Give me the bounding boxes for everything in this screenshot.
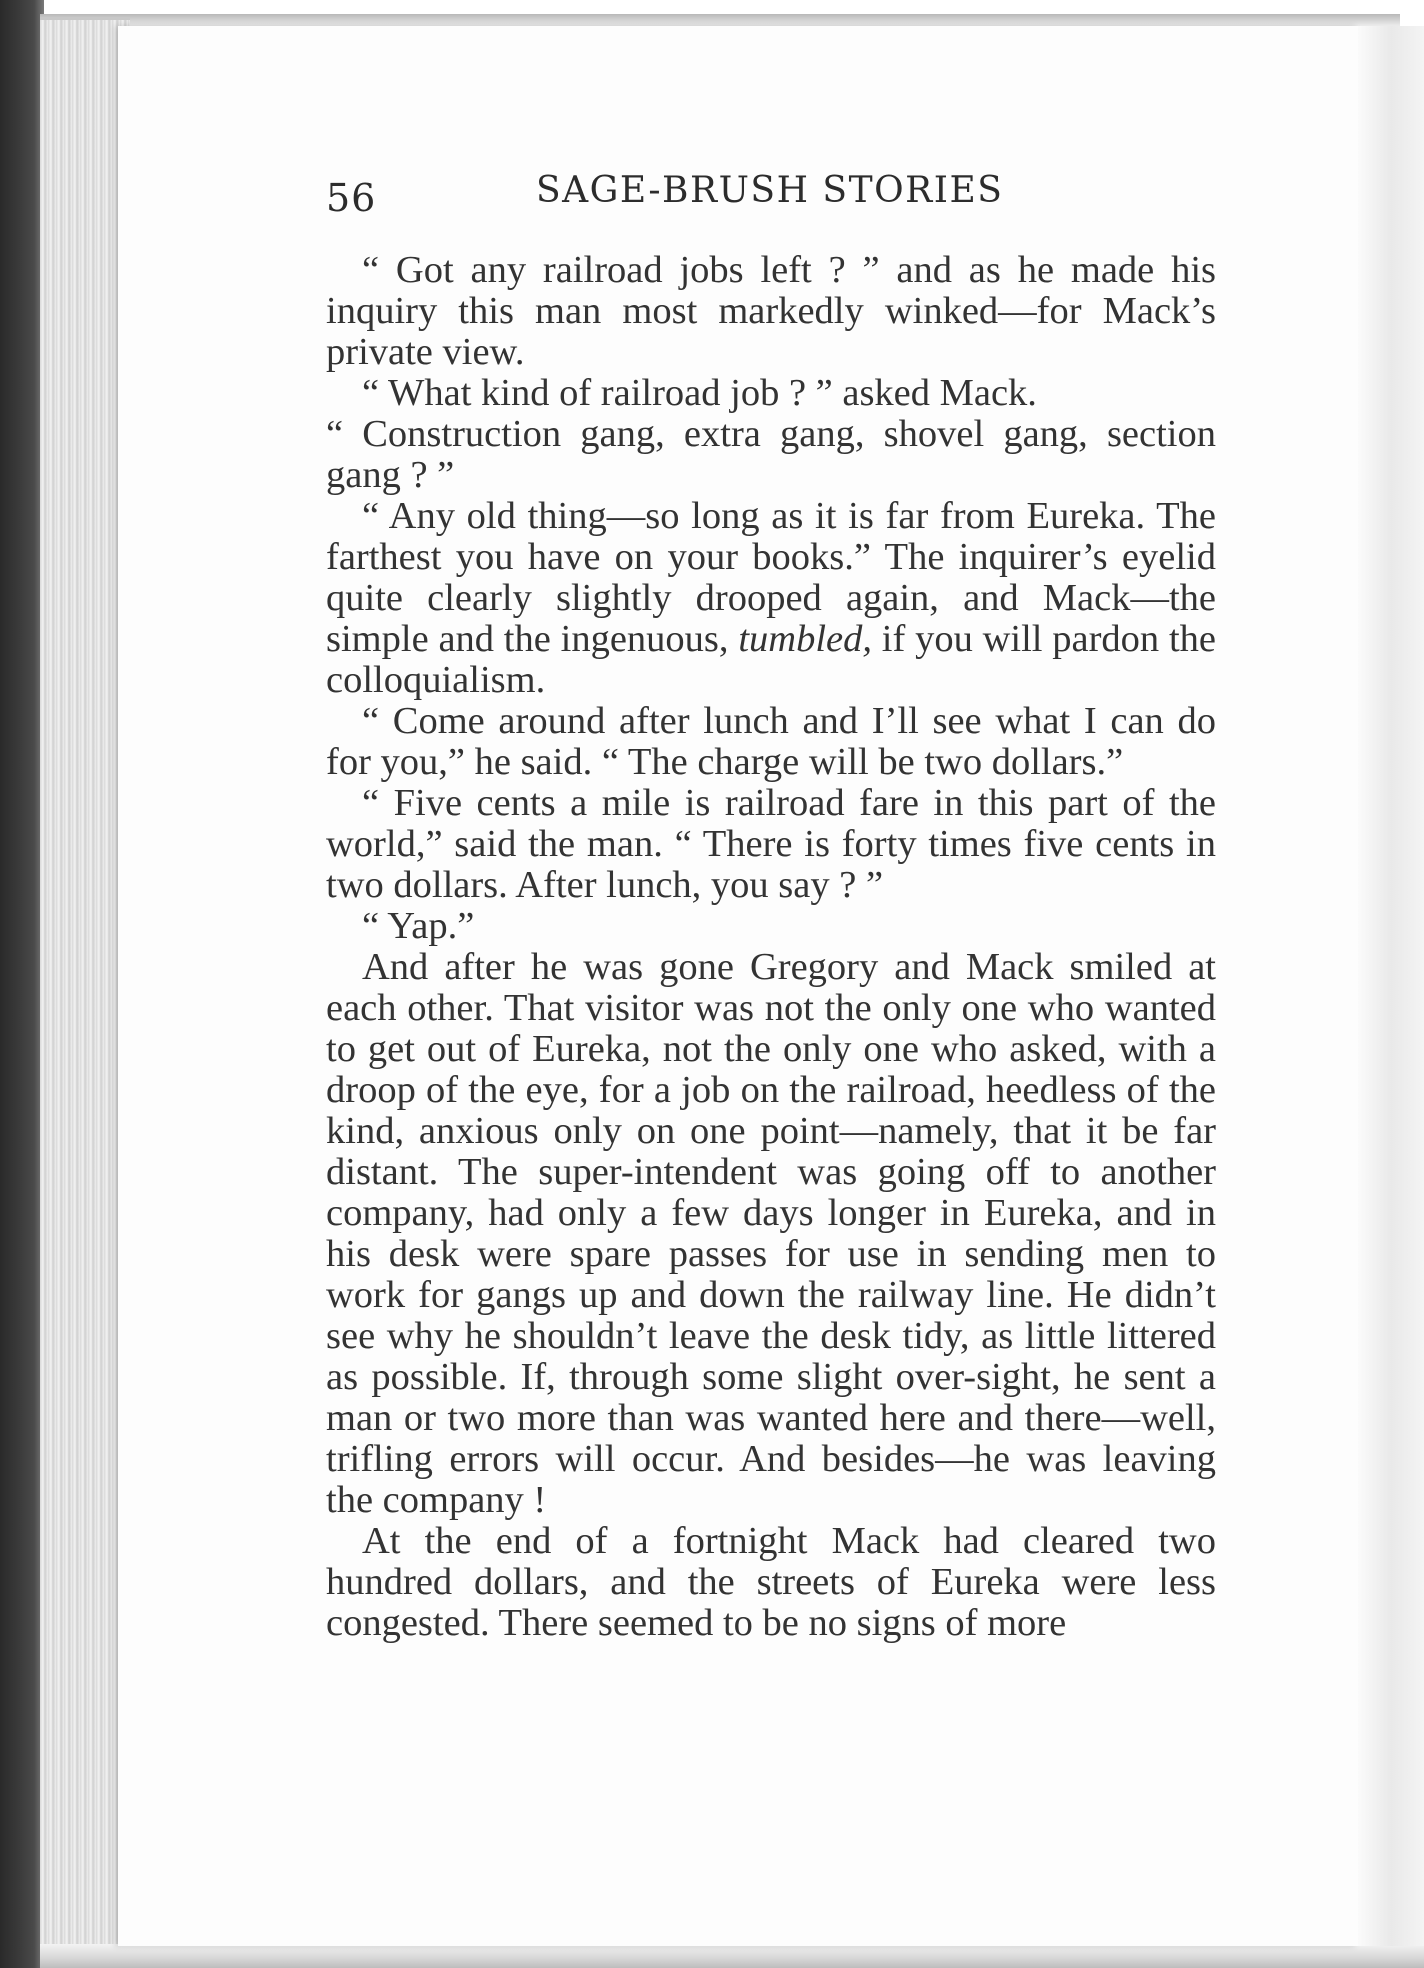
- running-title: SAGE-BRUSH STORIES: [536, 170, 1004, 211]
- body-text: [326, 250, 1216, 1644]
- page-gutter: [1358, 26, 1424, 1946]
- italic-word: tumbled,: [738, 618, 872, 660]
- paragraph: “ Yap.”: [362, 905, 475, 947]
- paragraph: “ Got any railroad jobs left ? ” and as he made his inquiry this man most markedly winked—for Mack’s private view.: [326, 249, 1216, 373]
- paragraph: “ Five cents a mile is railroad fare in this part of the world,” said the man. “ There is forty times five cents in two dollars. After lunch, you say ? ”: [326, 782, 1216, 906]
- paragraph: “ Any old thing—so long as it is far from Eureka. The farthest you have on your books.” The inquirer’s eyelid quite clearly slightly drooped again, and Mack—the simple and the ingenuous, tumbled, if you will pardon the colloquialism.: [326, 495, 1216, 701]
- book-cover-edge: [0, 0, 44, 1968]
- paragraph: “ What kind of railroad job ? ” asked Mack.: [362, 372, 1037, 414]
- paragraph: “ Construction gang, extra gang, shovel gang, section gang ? ”: [326, 413, 1216, 496]
- stacked-page-edges: [40, 18, 130, 1950]
- paragraph: “ Come around after lunch and I’ll see what I can do for you,” he said. “ The charge will be two dollars.”: [326, 700, 1216, 783]
- page-number: 56: [326, 176, 377, 220]
- page-bottom-edge: [40, 1944, 1424, 1968]
- running-head: [326, 170, 1004, 230]
- paragraph: At the end of a fortnight Mack had cleared two hundred dollars, and the streets of Eureka were less congested. There seemed to be no signs of more: [326, 1520, 1216, 1644]
- paragraph: And after he was gone Gregory and Mack smiled at each other. That visitor was not the only one who wanted to get out of Eureka, not the only one who asked, with a droop of the eye, for a job on the railroad, heedless of the kind, anxious only on one point—namely, that it be far distant. The super-intendent was going off to another company, had only a few days longer in Eureka, and in his desk were spare passes for use in sending men to work for gangs up and down the railway line. He didn’t see why he shouldn’t leave the desk tidy, as little littered as possible. If, through some slight over-sight, he sent a man or two more than was wanted here and there—well, trifling errors will occur. And besides—he was leaving the company !: [326, 946, 1216, 1521]
